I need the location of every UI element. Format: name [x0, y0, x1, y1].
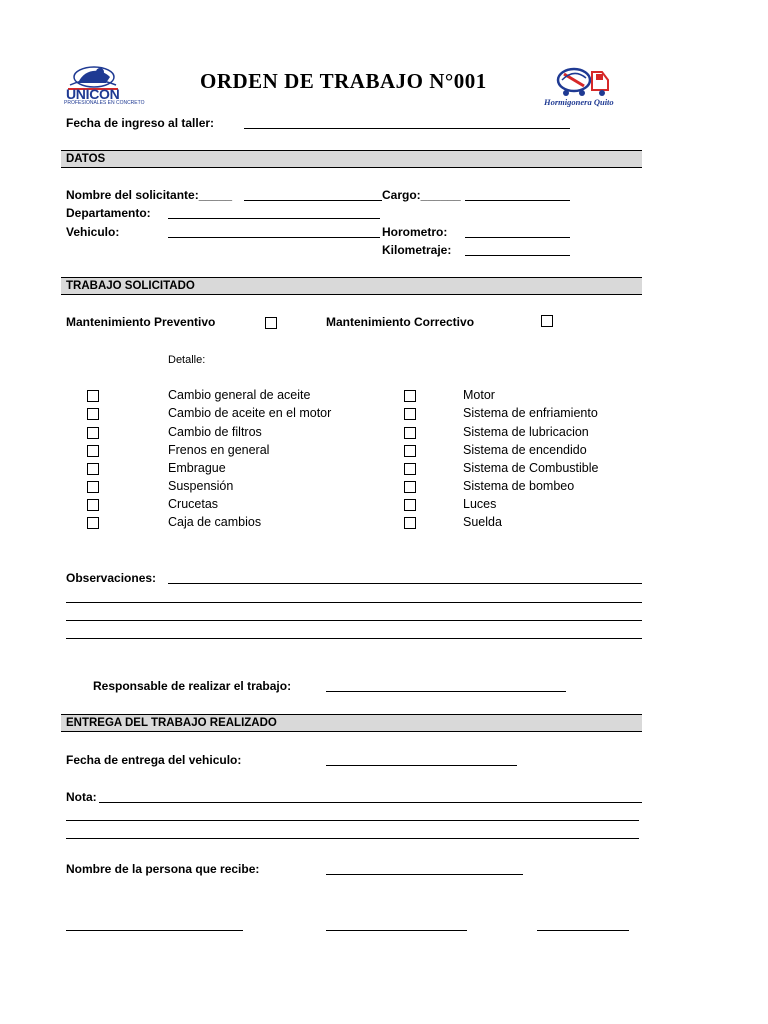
unicon-logo	[64, 63, 145, 109]
checklist-item: Sistema de bombeo	[463, 479, 575, 493]
nota-field[interactable]	[99, 802, 642, 803]
hormigonera-logo-name: Hormigonera Quito	[544, 97, 614, 107]
kilometraje-field[interactable]	[465, 255, 570, 256]
fecha-entrega-field[interactable]	[326, 765, 517, 766]
unicon-logo-name: UNICON	[66, 86, 120, 102]
solicitante-label: Nombre del solicitante:_____	[66, 188, 233, 202]
section-entrega	[61, 714, 642, 732]
departamento-label: Departamento:	[66, 206, 151, 220]
checkbox[interactable]	[404, 390, 416, 402]
section-datos-label: DATOS	[66, 153, 106, 165]
section-trabajo	[61, 277, 642, 295]
signature-line-1[interactable]	[66, 930, 243, 931]
checklist-item: Suelda	[463, 515, 502, 529]
checklist-item: Luces	[463, 497, 497, 511]
checkbox[interactable]	[404, 463, 416, 475]
checklist-item: Suspensión	[168, 479, 234, 493]
nota-line[interactable]	[66, 820, 639, 821]
recibe-label: Nombre de la persona que recibe:	[66, 862, 260, 876]
preventivo-checkbox[interactable]	[265, 317, 277, 329]
observaciones-line[interactable]	[66, 638, 642, 639]
checklist-item: Cambio general de aceite	[168, 388, 311, 402]
nota-line[interactable]	[66, 838, 639, 839]
checkbox[interactable]	[87, 517, 99, 529]
correctivo-checkbox[interactable]	[541, 315, 553, 327]
solicitante-field[interactable]	[244, 200, 382, 201]
checklist-item: Crucetas	[168, 497, 219, 511]
observaciones-field[interactable]	[168, 583, 642, 584]
checkbox[interactable]	[404, 481, 416, 493]
checklist-item: Motor	[463, 388, 495, 402]
section-trabajo-label: TRABAJO SOLICITADO	[66, 280, 195, 292]
recibe-field[interactable]	[326, 874, 523, 875]
responsable-field[interactable]	[326, 691, 566, 692]
checkbox[interactable]	[87, 408, 99, 420]
checkbox[interactable]	[404, 445, 416, 457]
correctivo-label: Mantenimiento Correctivo	[326, 315, 475, 329]
checkbox[interactable]	[404, 517, 416, 529]
nota-label: Nota:	[66, 790, 97, 804]
checkbox[interactable]	[404, 408, 416, 420]
checkbox[interactable]	[87, 390, 99, 402]
checklist-item: Sistema de encendido	[463, 443, 587, 457]
checklist-item: Caja de cambios	[168, 515, 262, 529]
checklist-item: Sistema de lubricacion	[463, 425, 589, 439]
checkbox[interactable]	[87, 463, 99, 475]
signature-line-2[interactable]	[326, 930, 467, 931]
horometro-label: Horometro:	[382, 225, 448, 239]
checkbox[interactable]	[87, 427, 99, 439]
checkbox[interactable]	[404, 499, 416, 511]
observaciones-line[interactable]	[66, 620, 642, 621]
checklist-item: Frenos en general	[168, 443, 270, 457]
cargo-field[interactable]	[465, 200, 570, 201]
fecha-entrega-label: Fecha de entrega del vehiculo:	[66, 753, 242, 767]
checkbox[interactable]	[87, 445, 99, 457]
checklist-item: Embrague	[168, 461, 226, 475]
fecha-ingreso-label: Fecha de ingreso al taller:	[66, 116, 215, 130]
vehiculo-label: Vehiculo:	[66, 225, 120, 239]
checkbox[interactable]	[404, 427, 416, 439]
checklist-item: Cambio de aceite en el motor	[168, 406, 332, 420]
preventivo-label: Mantenimiento Preventivo	[66, 315, 216, 329]
section-entrega-label: ENTREGA DEL TRABAJO REALIZADO	[66, 717, 277, 729]
horometro-field[interactable]	[465, 237, 570, 238]
checklist-item: Cambio de filtros	[168, 425, 262, 439]
unicon-logo-tagline: PROFESIONALES EN CONCRETO	[64, 100, 145, 106]
kilometraje-label: Kilometraje:	[382, 243, 452, 257]
checkbox[interactable]	[87, 499, 99, 511]
signature-line-3[interactable]	[537, 930, 629, 931]
observaciones-label: Observaciones:	[66, 571, 157, 585]
checklist-item: Sistema de Combustible	[463, 461, 599, 475]
fecha-ingreso-field[interactable]	[244, 128, 570, 129]
departamento-field[interactable]	[168, 218, 380, 219]
page-title: ORDEN DE TRABAJO N°001	[200, 69, 487, 93]
observaciones-line[interactable]	[66, 602, 642, 603]
detalle-label: Detalle:	[168, 354, 206, 366]
mixer-truck-icon	[544, 64, 634, 98]
checklist-item: Sistema de enfriamiento	[463, 406, 598, 420]
vehiculo-field[interactable]	[168, 237, 380, 238]
hormigonera-logo	[544, 64, 634, 108]
checkbox[interactable]	[87, 481, 99, 493]
cargo-label: Cargo:______	[382, 188, 461, 202]
responsable-label: Responsable de realizar el trabajo:	[93, 679, 292, 693]
section-datos	[61, 150, 642, 168]
